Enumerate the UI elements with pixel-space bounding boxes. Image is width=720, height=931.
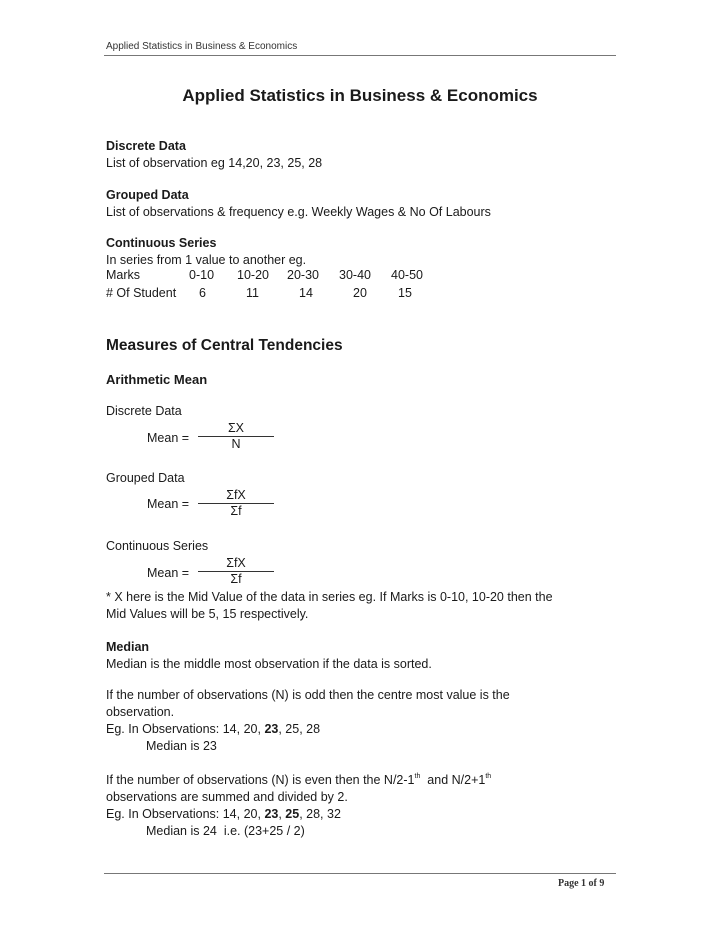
grouped-mean-label: Grouped Data: [106, 471, 185, 485]
students-cell: 14: [299, 286, 313, 300]
median-odd-example: [106, 721, 510, 738]
example-text: , 25, 28: [278, 722, 321, 736]
marks-cell: 30-40: [339, 268, 371, 282]
median-even-text: [106, 768, 491, 789]
median-even-example: [106, 806, 491, 823]
example-text: Eg. In Observations: 14, 20,: [106, 807, 265, 821]
ordinal-superscript: th: [485, 773, 492, 780]
median-odd-result: Median is 23: [146, 739, 217, 753]
even-text: If the number of observations (N) is even then the N/2-1: [106, 773, 415, 787]
mean-equals: Mean =: [147, 431, 190, 445]
header-rule: [104, 55, 616, 56]
example-text: , 28, 32: [299, 807, 341, 821]
median-even-block: [106, 768, 491, 840]
fraction-denominator: Σf: [230, 572, 242, 586]
students-cell: 20: [353, 286, 367, 300]
continuous-mean-label: Continuous Series: [106, 539, 209, 553]
fraction-denominator: N: [231, 437, 241, 451]
example-highlight: 23: [264, 722, 279, 736]
note-line: * X here is the Mid Value of the data in series eg. If Marks is 0-10, 10-20 then the: [106, 590, 553, 604]
discrete-text: List of observation eg 14,20, 23, 25, 28: [106, 156, 323, 170]
students-cell: 6: [199, 286, 206, 300]
continuous-text: In series from 1 value to another eg.: [106, 253, 307, 267]
fraction-numerator: ΣfX: [226, 488, 246, 502]
note-line: Mid Values will be 5, 15 respectively.: [106, 607, 309, 621]
mean-equals: Mean =: [147, 497, 190, 511]
fraction-numerator: ΣfX: [226, 556, 246, 570]
students-cell: 15: [398, 286, 412, 300]
marks-cell: 40-50: [391, 268, 423, 282]
median-odd-text: observation.: [106, 705, 175, 719]
example-text: Eg. In Observations: 14, 20,: [106, 722, 265, 736]
continuous-section: [106, 235, 306, 269]
page-number: Page 1 of 9: [558, 878, 605, 889]
students-label: # Of Student: [106, 286, 177, 300]
ordinal-superscript: th: [414, 773, 421, 780]
marks-cell: 10-20: [237, 268, 269, 282]
discrete-mean-fraction: [198, 421, 274, 452]
fraction-numerator: ΣX: [227, 421, 245, 435]
fraction-denominator: Σf: [230, 504, 242, 518]
marks-cell: 0-10: [189, 268, 215, 282]
median-even-result: Median is 24 i.e. (23+25 / 2): [146, 824, 305, 838]
central-tendencies-heading: Measures of Central Tendencies: [106, 337, 343, 354]
median-even-text: observations are summed and divided by 2.: [106, 790, 348, 804]
grouped-mean-fraction: [198, 488, 274, 519]
median-intro: Median is the middle most observation if the data is sorted.: [106, 657, 432, 671]
grouped-heading: Grouped Data: [106, 188, 189, 202]
grouped-text: List of observations & frequency e.g. Weekly Wages & No Of Labours: [106, 205, 491, 219]
discrete-heading: Discrete Data: [106, 139, 186, 153]
mid-value-note: [106, 589, 553, 623]
mean-equals: Mean =: [147, 566, 190, 580]
continuous-mean-fraction: [198, 556, 274, 587]
example-highlight: 25: [285, 807, 300, 821]
running-header: Applied Statistics in Business & Economics: [106, 41, 298, 52]
grouped-section: [106, 187, 491, 221]
median-odd-text: If the number of observations (N) is odd then the centre most value is the: [106, 688, 510, 702]
median-odd-block: [106, 687, 510, 755]
document-title: Applied Statistics in Business & Economics: [182, 86, 538, 105]
median-heading: Median: [106, 640, 150, 654]
marks-label: Marks: [106, 268, 141, 282]
discrete-section: [106, 138, 322, 172]
continuous-heading: Continuous Series: [106, 236, 217, 250]
marks-cell: 20-30: [287, 268, 319, 282]
example-text: ,: [278, 807, 286, 821]
footer-rule: [104, 873, 616, 874]
median-section: [106, 639, 432, 673]
discrete-mean-label: Discrete Data: [106, 404, 182, 418]
arithmetic-mean-heading: Arithmetic Mean: [106, 372, 208, 387]
students-cell: 11: [246, 286, 259, 300]
even-text: and N/2+1: [420, 773, 486, 787]
example-highlight: 23: [264, 807, 279, 821]
